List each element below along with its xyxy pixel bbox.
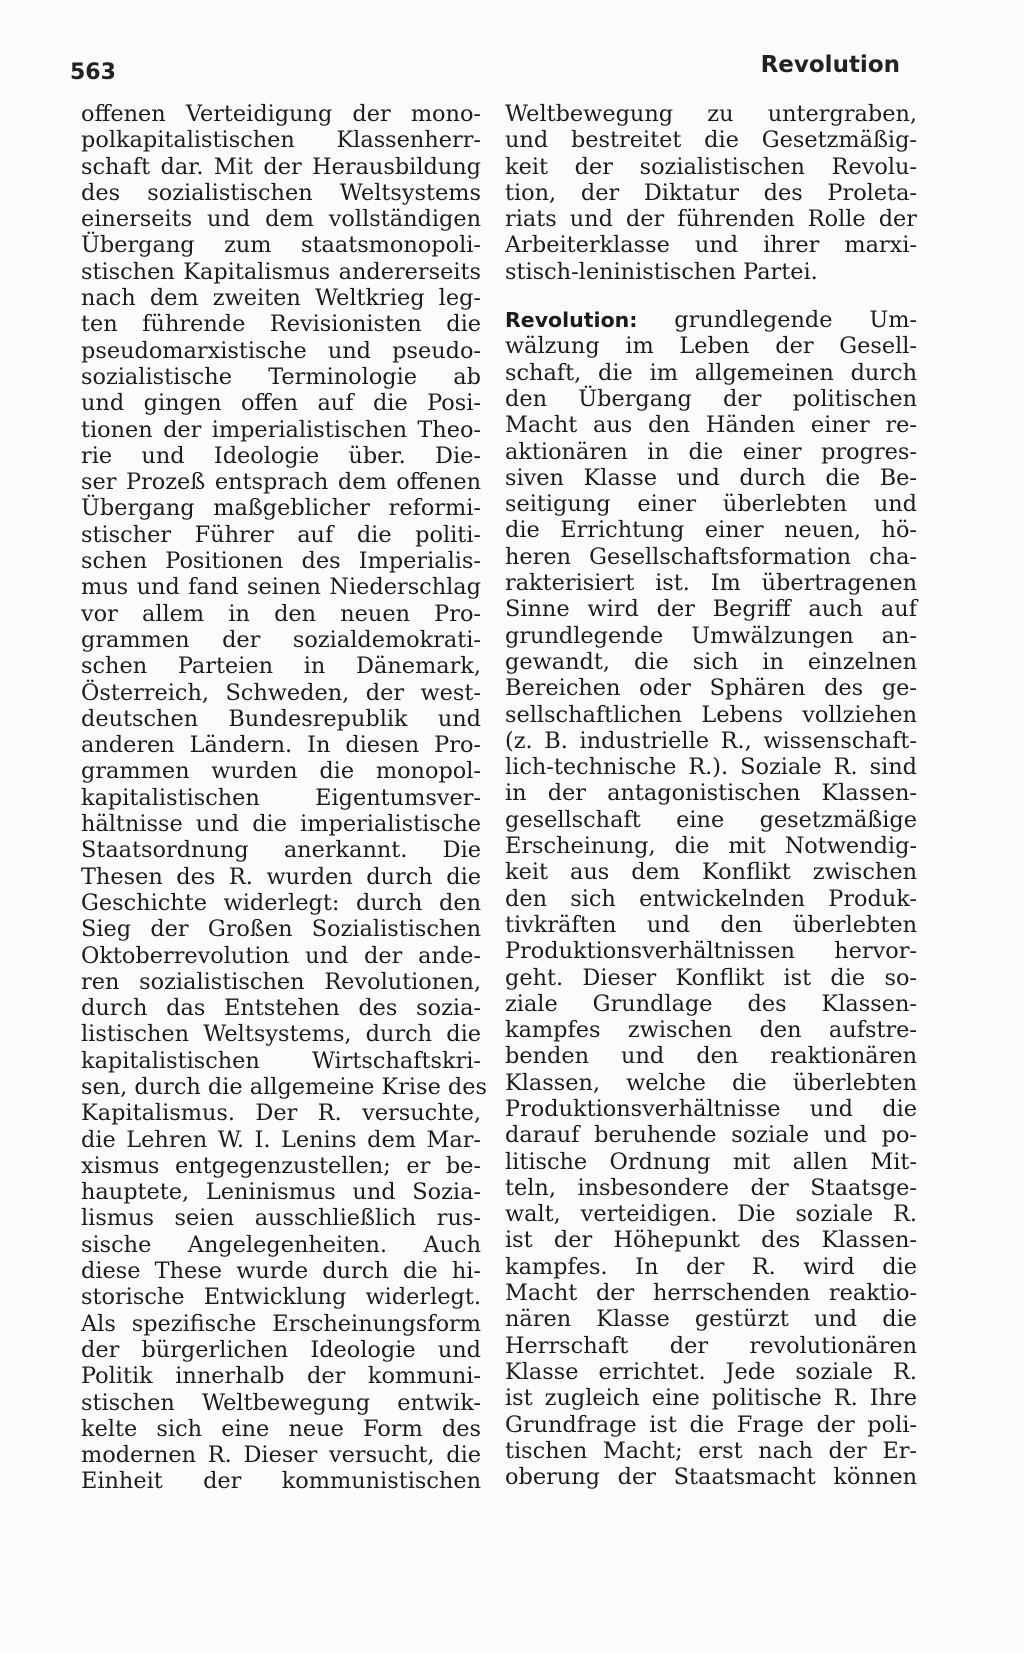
text-line: tionen der imperialistischen Theo- bbox=[81, 416, 481, 443]
text-line: und gingen offen auf die Posi- bbox=[81, 390, 481, 417]
text-line: ren sozialistischen Revolutionen, bbox=[81, 968, 481, 995]
text-line: lismus seien ausschließlich rus- bbox=[81, 1205, 481, 1232]
text-line: Erscheinung, die mit Notwendig- bbox=[505, 833, 917, 860]
page-header bbox=[70, 52, 900, 92]
text-line: anderen Ländern. In diesen Pro- bbox=[81, 732, 481, 759]
text-line: vor allem in den neuen Pro- bbox=[81, 600, 481, 627]
text-line: Bereichen oder Sphären des ge- bbox=[505, 675, 917, 702]
text-line: in der antagonistischen Klassen- bbox=[505, 780, 917, 807]
text-line: hältnisse und die imperialistische bbox=[81, 811, 481, 838]
text-line: keit aus dem Konflikt zwischen bbox=[505, 859, 917, 886]
text-line: Übergang zum staatsmonopoli- bbox=[81, 232, 481, 259]
text-line: nach dem zweiten Weltkrieg leg- bbox=[81, 285, 481, 312]
text-line: keit der sozialistischen Revolu- bbox=[505, 153, 917, 180]
text-line: rakterisiert ist. Im übertragenen bbox=[505, 570, 917, 597]
left-column bbox=[81, 101, 488, 1495]
text-line: modernen R. Dieser versucht, die bbox=[81, 1442, 481, 1469]
entry-first-line bbox=[505, 307, 917, 333]
text-line: storische Entwicklung widerlegt. bbox=[81, 1284, 481, 1311]
text-line: durch das Entstehen des sozia- bbox=[81, 995, 481, 1022]
text-line: stischer Führer auf die politi- bbox=[81, 521, 481, 548]
text-line: ten führende Revisionisten die bbox=[81, 311, 481, 338]
text-line: ziale Grundlage des Klassen- bbox=[505, 990, 917, 1017]
text-line: rie und Ideologie über. Die- bbox=[81, 442, 481, 469]
dictionary-entry-revolution bbox=[505, 307, 917, 1490]
text-line: Klasse errichtet. Jede soziale R. bbox=[505, 1358, 917, 1385]
text-line: diese These wurde durch die hi- bbox=[81, 1258, 481, 1285]
text-line: oberung der Staatsmacht können bbox=[505, 1464, 917, 1491]
text-line: sen, durch die allgemeine Krise des bbox=[81, 1073, 488, 1100]
text-line: tivkräften und den überlebten bbox=[505, 911, 917, 938]
text-line: Herrschaft der revolutionären bbox=[505, 1332, 917, 1359]
text-line: gesellschaft eine gesetzmäßige bbox=[505, 806, 917, 833]
text-line: Macht aus den Händen einer re- bbox=[505, 412, 917, 439]
text-line: sische Angelegenheiten. Auch bbox=[81, 1231, 481, 1258]
text-line: Thesen des R. wurden durch die bbox=[81, 863, 481, 890]
text-line: schaft dar. Mit der Herausbildung bbox=[81, 153, 481, 180]
text-line: walt, verteidigen. Die soziale R. bbox=[505, 1201, 917, 1228]
page-number: 563 bbox=[70, 60, 116, 85]
text-line: Produktionsverhältnissen hervor- bbox=[505, 938, 917, 965]
text-line: Staatsordnung anerkannt. Die bbox=[81, 837, 481, 864]
text-line: kapitalistischen Wirtschaftskri- bbox=[81, 1047, 481, 1074]
text-line: schen Parteien in Dänemark, bbox=[81, 653, 481, 680]
text-line: aktionären in die einer progres- bbox=[505, 438, 917, 465]
text-line: geht. Dieser Konflikt ist die so- bbox=[505, 964, 917, 991]
text-line: den sich entwickelnden Produk- bbox=[505, 885, 917, 912]
text-line: Als spezifische Erscheinungsform bbox=[81, 1310, 481, 1337]
text-line: des sozialistischen Weltsystems bbox=[81, 179, 481, 206]
text-line: heren Gesellschaftsformation cha- bbox=[505, 543, 917, 570]
right-column bbox=[505, 101, 917, 1490]
text-line: tischen Macht; erst nach der Er- bbox=[505, 1437, 917, 1464]
text-line: grammen wurden die monopol- bbox=[81, 758, 481, 785]
text-line: Einheit der kommunistischen bbox=[81, 1468, 481, 1495]
text-line: einerseits und dem vollständigen bbox=[81, 206, 481, 233]
text-line: stischen Weltbewegung entwik- bbox=[81, 1389, 481, 1416]
text-line: sozialistische Terminologie ab bbox=[81, 363, 481, 390]
text-line: seitigung einer überlebten und bbox=[505, 491, 917, 518]
text-line: stischen Kapitalismus andererseits bbox=[81, 258, 481, 285]
text-line: stisch-leninistischen Partei. bbox=[505, 258, 818, 285]
text-line: listischen Weltsystems, durch die bbox=[81, 1021, 481, 1048]
text-line: kapitalistischen Eigentumsver- bbox=[81, 784, 481, 811]
text-line: polkapitalistischen Klassenherr- bbox=[81, 127, 481, 154]
text-line: sellschaftlichen Lebens vollziehen bbox=[505, 701, 917, 728]
text-line: ist der Höhepunkt des Klassen- bbox=[505, 1227, 917, 1254]
text-line: Geschichte widerlegt: durch den bbox=[81, 889, 481, 916]
text-line: wälzung im Leben der Gesell- bbox=[505, 333, 917, 360]
continuation-paragraph bbox=[505, 101, 917, 285]
text-line: litische Ordnung mit allen Mit- bbox=[505, 1148, 917, 1175]
entry-headword: Revolution: bbox=[505, 308, 638, 333]
text-line: Politik innerhalb der kommuni- bbox=[81, 1363, 481, 1390]
text-line: Sinne wird der Begriff auch auf bbox=[505, 596, 917, 623]
text-line: riats und der führenden Rolle der bbox=[505, 206, 917, 233]
text-line: hauptete, Leninismus und Sozia- bbox=[81, 1179, 481, 1206]
text-line: pseudomarxistische und pseudo- bbox=[81, 337, 481, 364]
text-line: Österreich, Schweden, der west- bbox=[81, 679, 481, 706]
text-line: darauf beruhende soziale und po- bbox=[505, 1122, 917, 1149]
text-line: schaft, die im allgemeinen durch bbox=[505, 359, 917, 386]
text-line: Sieg der Großen Sozialistischen bbox=[81, 916, 481, 943]
text-line: Grundfrage ist die Frage der poli- bbox=[505, 1411, 917, 1438]
text-line: Übergang maßgeblicher reformi- bbox=[81, 495, 481, 522]
text-line: lich-technische R.). Soziale R. sind bbox=[505, 754, 917, 781]
entry-first-line-text: grundlegende Um- bbox=[674, 307, 917, 334]
text-line: der bürgerlichen Ideologie und bbox=[81, 1336, 481, 1363]
text-line: Arbeiterklasse und ihrer marxi- bbox=[505, 232, 917, 259]
text-line: die Errichtung einer neuen, hö- bbox=[505, 517, 917, 544]
text-line: offenen Verteidigung der mono- bbox=[81, 101, 481, 127]
text-line: siven Klasse und durch die Be- bbox=[505, 464, 917, 491]
text-line: ser Prozeß entsprach dem offenen bbox=[81, 469, 481, 496]
text-line: Weltbewegung zu untergraben, bbox=[505, 101, 917, 127]
text-line: mus und fand seinen Niederschlag bbox=[81, 574, 481, 601]
text-line: Oktoberrevolution und der ande- bbox=[81, 942, 481, 969]
text-line: Klassen, welche die überlebten bbox=[505, 1069, 917, 1096]
text-line: xismus entgegenzustellen; er be- bbox=[81, 1152, 481, 1179]
text-line: nären Klasse gestürzt und die bbox=[505, 1306, 917, 1333]
text-line: Kapitalismus. Der R. versuchte, bbox=[81, 1100, 481, 1127]
text-line: Macht der herrschenden reaktio- bbox=[505, 1280, 917, 1307]
text-line: tion, der Diktatur des Proleta- bbox=[505, 179, 917, 206]
text-line: grundlegende Umwälzungen an- bbox=[505, 622, 917, 649]
text-line: kampfes zwischen den aufstre- bbox=[505, 1017, 917, 1044]
text-line: Produktionsverhältnisse und die bbox=[505, 1095, 917, 1122]
text-line: kelte sich eine neue Form des bbox=[81, 1415, 481, 1442]
text-line: teln, insbesondere der Staatsge- bbox=[505, 1174, 917, 1201]
text-line: und bestreitet die Gesetzmäßig- bbox=[505, 127, 917, 154]
text-line: gewandt, die sich in einzelnen bbox=[505, 648, 917, 675]
text-line: ist zugleich eine politische R. Ihre bbox=[505, 1385, 917, 1412]
text-line: den Übergang der politischen bbox=[505, 385, 917, 412]
text-line: schen Positionen des Imperialis- bbox=[81, 548, 481, 575]
text-line: deutschen Bundesrepublik und bbox=[81, 705, 481, 732]
text-line: kampfes. In der R. wird die bbox=[505, 1253, 917, 1280]
text-line: grammen der sozialdemokrati- bbox=[81, 626, 481, 653]
text-line: (z. B. industrielle R., wissenschaft- bbox=[505, 727, 917, 754]
text-line: benden und den reaktionären bbox=[505, 1043, 917, 1070]
running-head: Revolution bbox=[760, 52, 900, 78]
text-line: die Lehren W. I. Lenins dem Mar- bbox=[81, 1126, 481, 1153]
